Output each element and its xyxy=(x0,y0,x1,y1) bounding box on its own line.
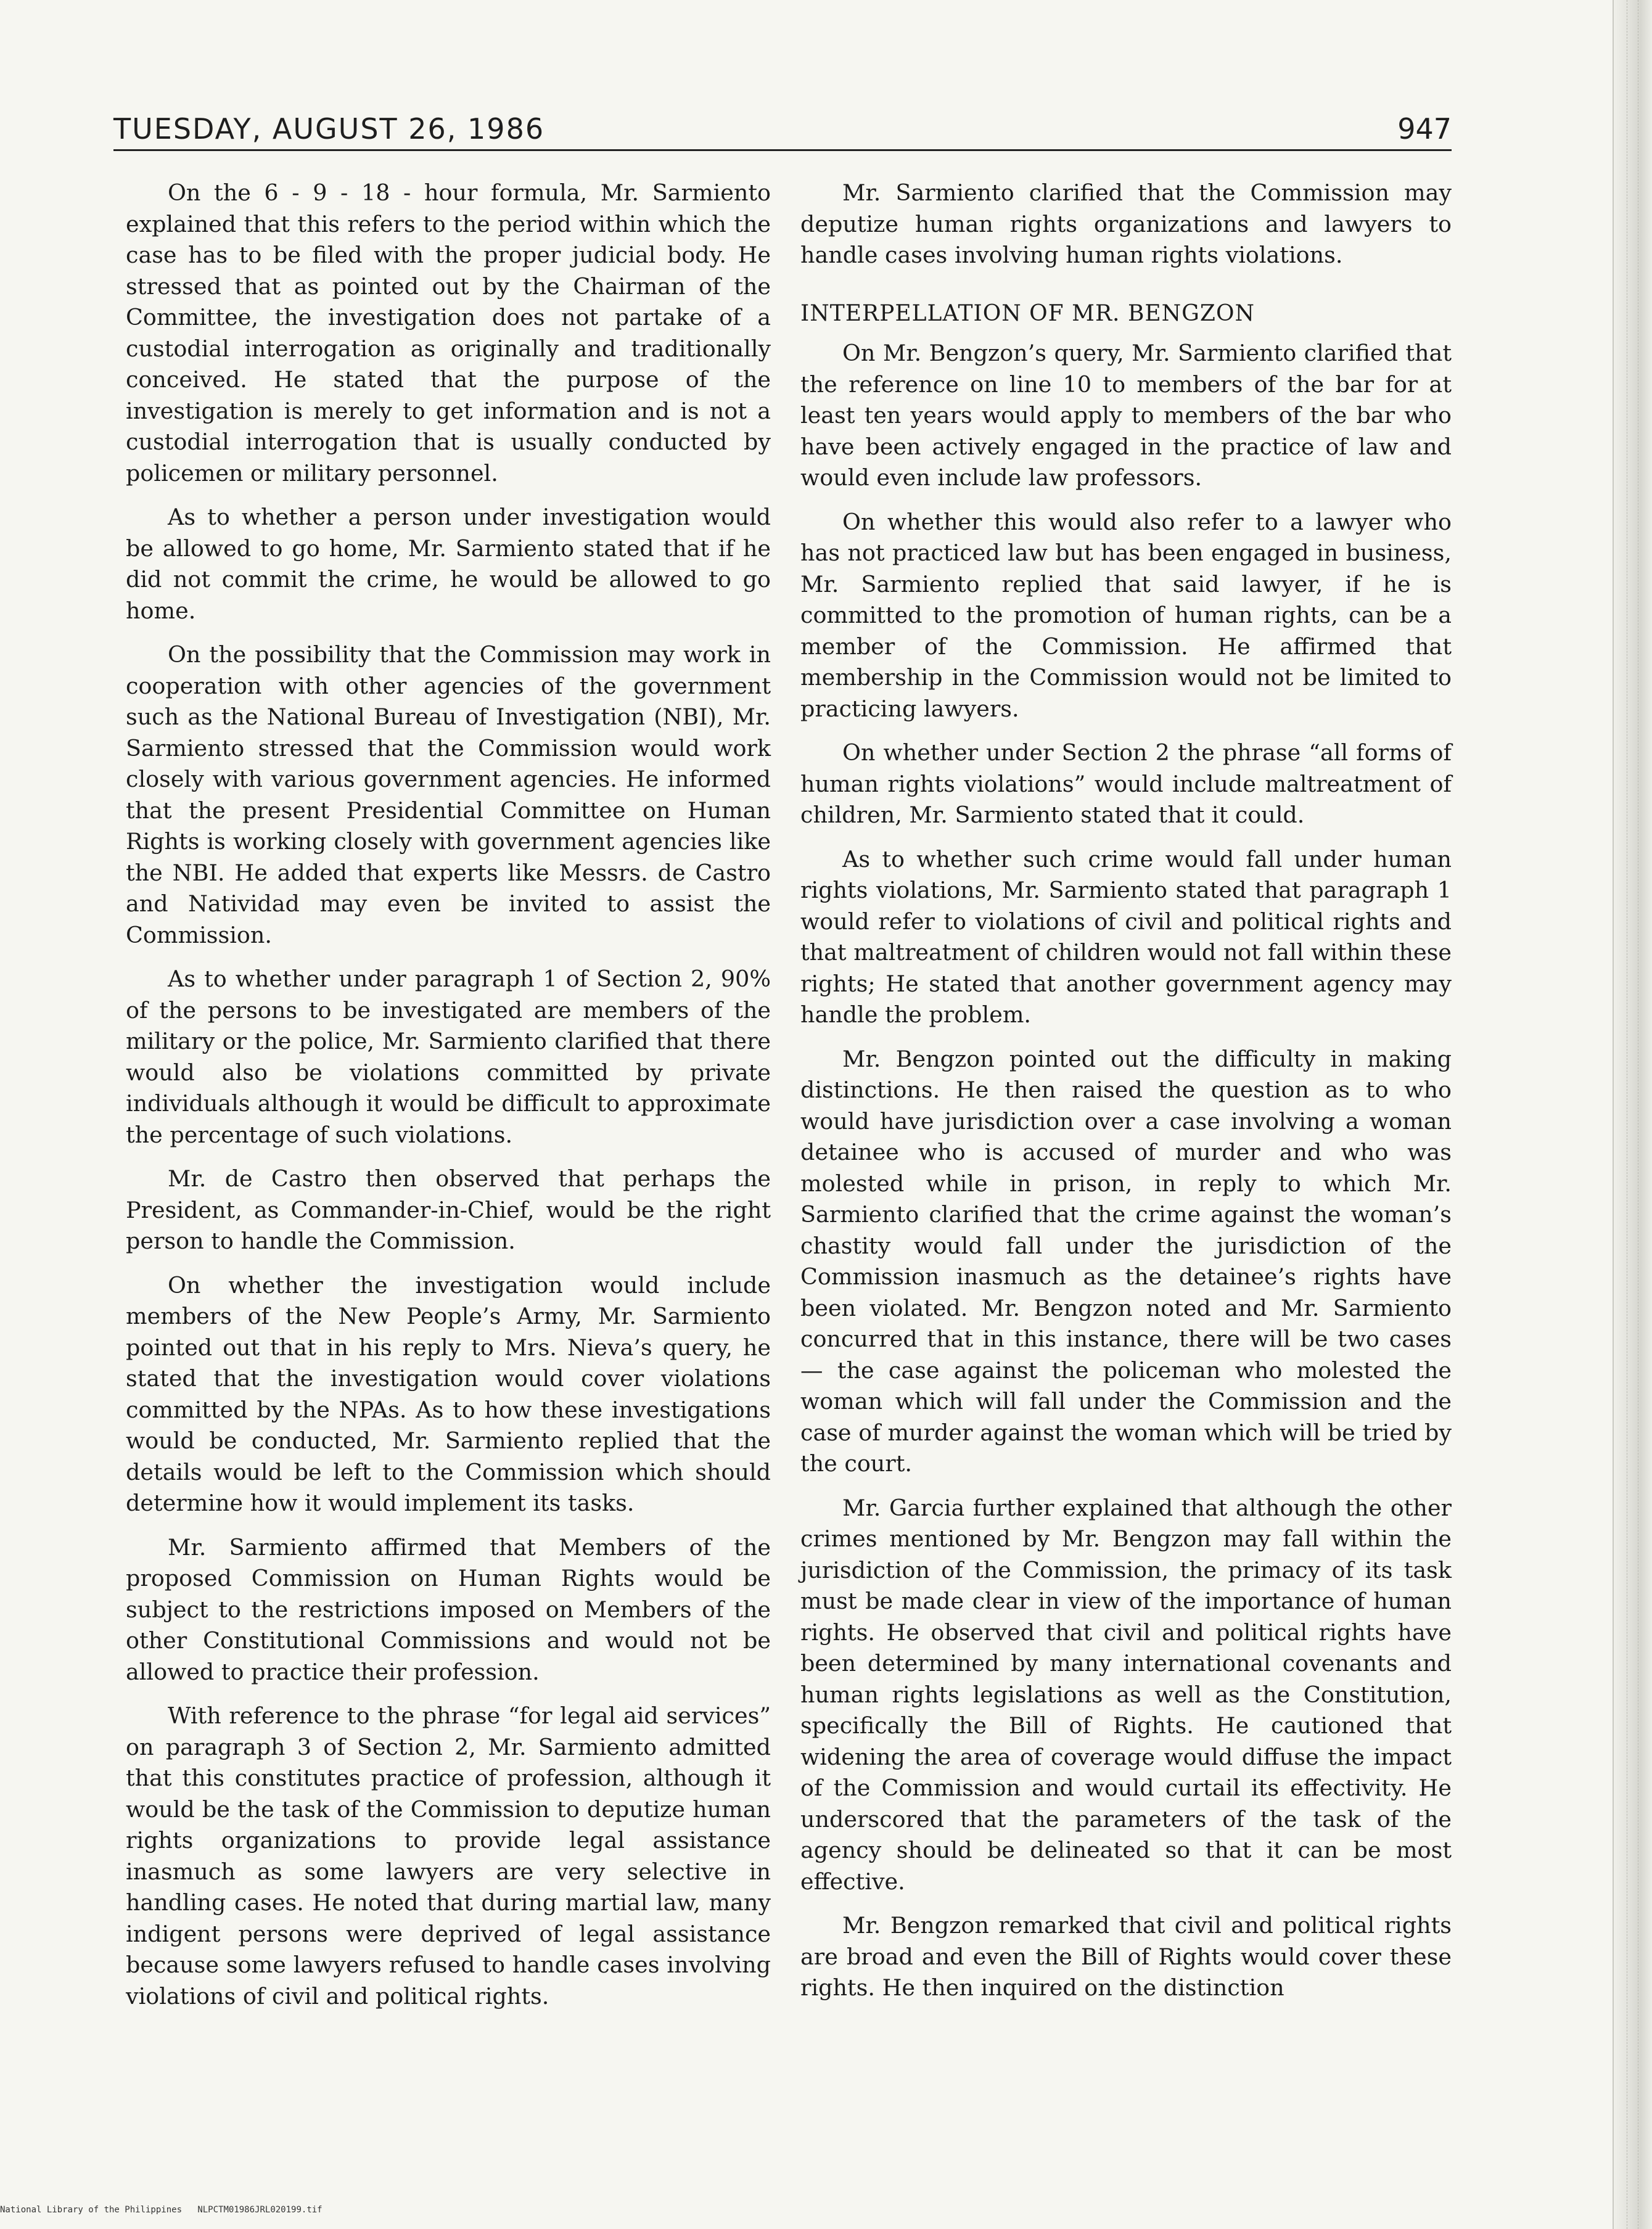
left-column xyxy=(126,178,771,2025)
paragraph: On Mr. Bengzon’s query, Mr. Sarmiento clarified that the reference on line 10 to members of the bar for at least ten years would apply to members of the bar who have been actively engaged in the practice of law and would even include law professors. xyxy=(800,340,1452,491)
paragraph: On whether this would also refer to a lawyer who has not practiced law but has been engaged in business, Mr. Sarmiento replied that said lawyer, if he is committed to the promotion of human rights, can be a member of the Commission. He affirmed that membership in the Commission would not be limited to practicing lawyers. xyxy=(800,508,1452,722)
page-header xyxy=(113,110,1452,151)
paragraph: As to whether under paragraph 1 of Section 2, 90% of the persons to be investigated are members of the military or the police, Mr. Sarmiento clarified that there would also be violations committed by private individuals although it would be difficult to approximate the percentage of such violations. xyxy=(126,966,771,1148)
right-column xyxy=(800,178,1452,2017)
scanned-page-edge xyxy=(1613,0,1652,2229)
paragraph: Mr. Bengzon pointed out the difficulty in making distinctions. He then raised the question as to who would have jurisdiction over a case involving a woman detainee who is accused of murder and who was molested while in prison, in reply to which Mr. Sarmiento clarified that the crime against the woman’s chastity would fall under the jurisdiction of the Commission inasmuch as the detainee’s rights have been violated. Mr. Bengzon noted and Mr. Sarmiento concurred that in this instance, there will be two cases — the case against the policeman who molested the woman which will fall under the Commission and the case of murder against the woman which will be tried by the court. xyxy=(800,1045,1452,1477)
paragraph: On the 6 - 9 - 18 - hour formula, Mr. Sarmiento explained that this refers to the period within which the case has to be filed with the proper judicial body. He stressed that as pointed out by the Chairman of the Committee, the investigation does not partake of a custodial interrogation as originally and traditionally conceived. He stated that the purpose of the investigation is merely to get information and is not a custodial interrogation that is usually conducted by policemen or military personnel. xyxy=(126,179,771,486)
section-heading: INTERPELLATION OF MR. BENGZON xyxy=(800,300,1255,326)
paragraph: As to whether a person under investigation would be allowed to go home, Mr. Sarmiento stated that if he did not commit the crime, he would be allowed to go home. xyxy=(126,504,771,624)
paragraph: Mr. Bengzon remarked that civil and political rights are broad and even the Bill of Rights would cover these rights. He then inquired on the distinction xyxy=(800,1912,1452,2001)
paragraph: With reference to the phrase “for legal aid services” on paragraph 3 of Section 2, Mr. Sarmiento admitted that this constitutes practice of profession, although it would be the task of the Commission to deputize human rights organizations to provide legal assistance inasmuch as some lawyers are very selective in handling cases. He noted that during martial law, many indigent persons were deprived of legal assistance because some lawyers refused to handle cases involving violations of civil and political rights. xyxy=(126,1702,771,2009)
page-number: 947 xyxy=(1397,112,1452,146)
paragraph: Mr. Sarmiento affirmed that Members of the proposed Commission on Human Rights would be subject to the restrictions imposed on Members of the other Constitutional Commissions and would not be allowed to practice their profession. xyxy=(126,1533,771,1685)
footer-source-label: National Library of the Philippines xyxy=(0,2205,183,2215)
paragraph: On whether the investigation would include members of the New People’s Army, Mr. Sarmiento pointed out that in his reply to Mrs. Nieva’s query, he stated that the investigation would cover violations committed by the NPAs. As to how these investigations would be conducted, Mr. Sarmiento replied that the details would be left to the Commission which should determine how it would implement its tasks. xyxy=(126,1271,771,1516)
header-date: TUESDAY, AUGUST 26, 1986 xyxy=(113,112,545,146)
footer-file-name: NLPCTM01986JRL020199.tif xyxy=(197,2205,323,2215)
scan-footer xyxy=(0,2205,323,2215)
paragraph: On whether under Section 2 the phrase “all forms of human rights violations” would include maltreatment of children, Mr. Sarmiento stated that it could. xyxy=(800,739,1452,828)
paragraph: As to whether such crime would fall under human rights violations, Mr. Sarmiento stated that paragraph 1 would refer to violations of civil and political rights and that maltreatment of children would not fall within these rights; He stated that another government agency may handle the problem. xyxy=(800,845,1452,1028)
paragraph: Mr. Garcia further explained that although the other crimes mentioned by Mr. Bengzon may fall within the jurisdiction of the Commission, the primacy of its task must be made clear in view of the importance of human rights. He observed that civil and political rights have been determined by many international covenants and human rights legislations as well as the Constitution, specifically the Bill of Rights. He cautioned that widening the area of coverage would diffuse the impact of the Commission and would curtail its effectivity. He underscored that the parameters of the task of the agency should be delineated so that it can be most effective. xyxy=(800,1494,1452,1895)
paragraph: Mr. de Castro then observed that perhaps the President, as Commander-in-Chief, would be the right person to handle the Commission. xyxy=(126,1165,771,1254)
paragraph: On the possibility that the Commission may work in cooperation with other agencies of the government such as the National Bureau of Investigation (NBI), Mr. Sarmiento stressed that the Commission would work closely with various government agencies. He informed that the present Presidential Committee on Human Rights is working closely with government agencies like the NBI. He added that experts like Messrs. de Castro and Natividad may even be invited to assist the Commission. xyxy=(126,641,771,948)
paragraph: Mr. Sarmiento clarified that the Commission may deputize human rights organizations and lawyers to handle cases involving human rights violations. xyxy=(800,179,1452,268)
